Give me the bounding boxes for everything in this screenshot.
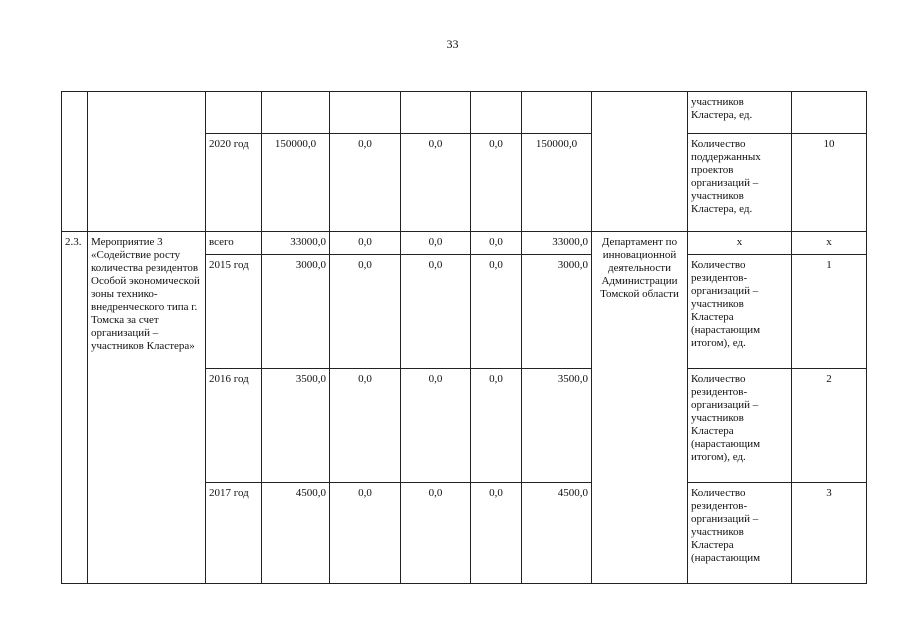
total-cell: 3500,0 — [262, 369, 330, 483]
year-cell: 2020 год — [206, 134, 262, 232]
federal-cell — [330, 92, 401, 134]
total-cell — [262, 92, 330, 134]
indicator-value-cell: 2 — [792, 369, 867, 483]
total-cell: 33000,0 — [262, 232, 330, 255]
indicator-value-cell: 1 — [792, 255, 867, 369]
extra-budget-cell: 3500,0 — [522, 369, 592, 483]
federal-cell: 0,0 — [330, 483, 401, 584]
year-cell: 2015 год — [206, 255, 262, 369]
indicator-value-cell: х — [792, 232, 867, 255]
local-cell: 0,0 — [471, 255, 522, 369]
program-table — [61, 91, 867, 584]
federal-cell: 0,0 — [330, 134, 401, 232]
row-number-cell — [62, 92, 88, 232]
local-cell — [471, 92, 522, 134]
extra-budget-cell: 3000,0 — [522, 255, 592, 369]
regional-cell: 0,0 — [401, 369, 471, 483]
indicator-cell: х — [688, 232, 792, 255]
total-cell: 150000,0 — [262, 134, 330, 232]
indicator-cell: Количество резидентов-организаций – участников Кластера (нарастающим — [688, 483, 792, 584]
local-cell: 0,0 — [471, 483, 522, 584]
extra-budget-cell: 150000,0 — [522, 134, 592, 232]
regional-cell: 0,0 — [401, 232, 471, 255]
total-cell: 4500,0 — [262, 483, 330, 584]
page-number: 33 — [446, 37, 459, 51]
local-cell: 0,0 — [471, 134, 522, 232]
regional-cell: 0,0 — [401, 255, 471, 369]
measure-name-cell — [88, 92, 206, 232]
extra-budget-cell: 33000,0 — [522, 232, 592, 255]
extra-budget-cell: 4500,0 — [522, 483, 592, 584]
regional-cell — [401, 92, 471, 134]
indicator-cell: Количество резидентов-организаций – участников Кластера (нарастающим итогом), ед. — [688, 255, 792, 369]
row-number-cell: 2.3. — [62, 232, 88, 584]
regional-cell: 0,0 — [401, 483, 471, 584]
federal-cell: 0,0 — [330, 369, 401, 483]
executor-cell: Департамент по инновационной деятельности Администрации Томской области — [592, 232, 688, 584]
table-row — [62, 232, 867, 255]
year-cell: 2017 год — [206, 483, 262, 584]
indicator-cell: Количество резидентов-организаций – участников Кластера (нарастающим итогом), ед. — [688, 369, 792, 483]
year-cell: 2016 год — [206, 369, 262, 483]
table-row — [62, 92, 867, 134]
total-cell: 3000,0 — [262, 255, 330, 369]
extra-budget-cell — [522, 92, 592, 134]
executor-cell — [592, 92, 688, 232]
local-cell: 0,0 — [471, 369, 522, 483]
local-cell: 0,0 — [471, 232, 522, 255]
indicator-cell: участников Кластера, ед. — [688, 92, 792, 134]
year-cell — [206, 92, 262, 134]
indicator-value-cell: 10 — [792, 134, 867, 232]
indicator-value-cell: 3 — [792, 483, 867, 584]
regional-cell: 0,0 — [401, 134, 471, 232]
federal-cell: 0,0 — [330, 232, 401, 255]
indicator-value-cell — [792, 92, 867, 134]
federal-cell: 0,0 — [330, 255, 401, 369]
year-cell: всего — [206, 232, 262, 255]
indicator-cell: Количество поддержанных проектов организаций – участников Кластера, ед. — [688, 134, 792, 232]
measure-name-cell: Мероприятие 3 «Содействие росту количества резидентов Особой экономической зоны технико-внедренческого типа г. Томска за счет организаций – участников Кластера» — [88, 232, 206, 584]
